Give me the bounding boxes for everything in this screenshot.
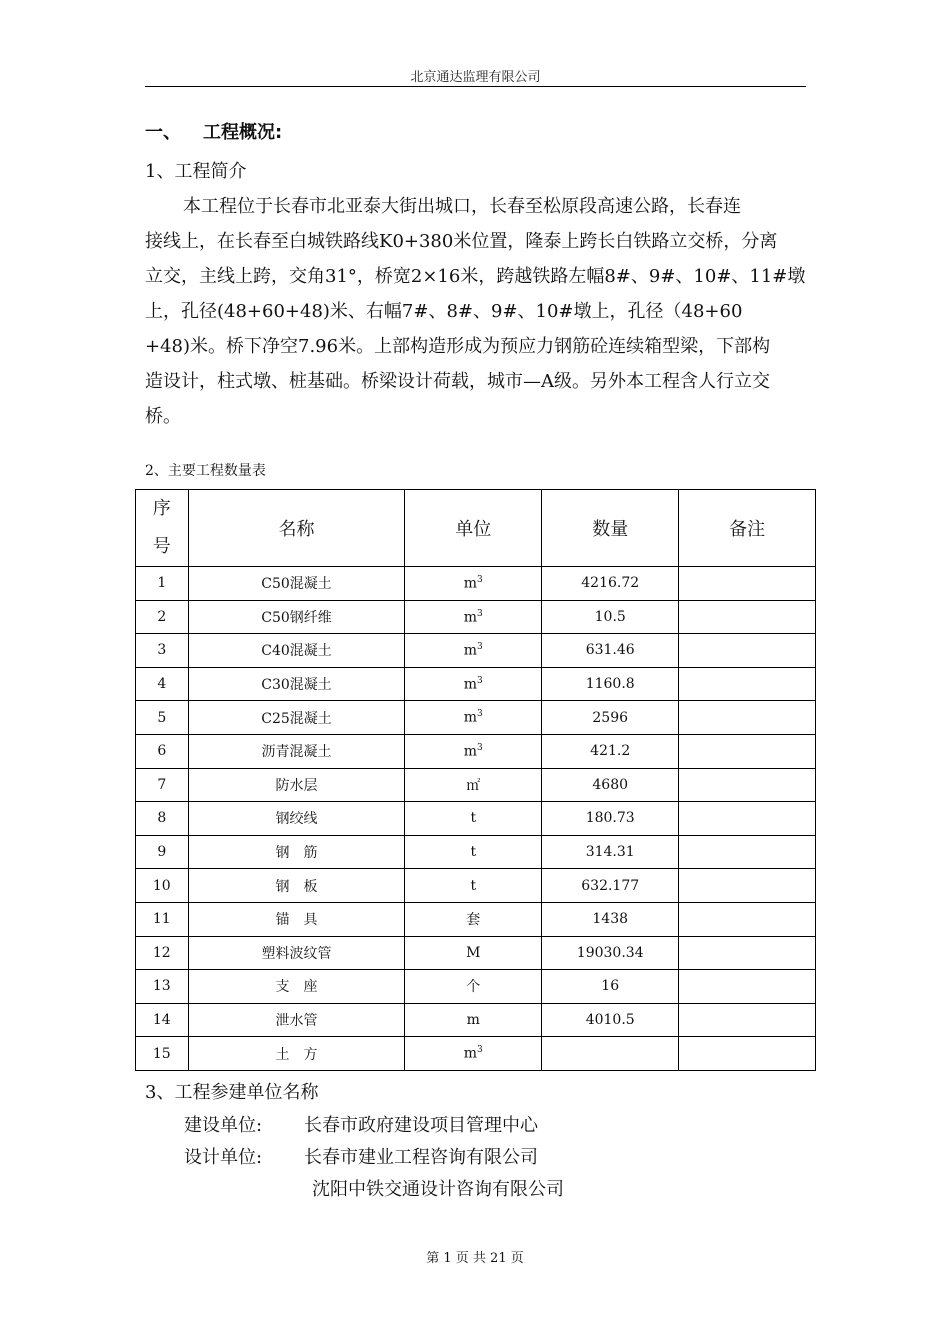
cell-qty: 314.31 [542, 835, 679, 869]
cell-qty: 632.177 [542, 869, 679, 903]
intro-line: 立交，主线上跨，交角31°，桥宽2×16米，跨越铁路左幅8#、9#、10#、11#墩 [145, 266, 806, 287]
cell-seq: 2 [136, 600, 189, 634]
unit-text: m [463, 743, 478, 760]
intro-line: 造设计，柱式墩、桩基础。桥梁设计荷载，城市—A级。另外本工程含人行立交 [145, 371, 770, 392]
cell-unit [405, 634, 542, 668]
cell-note [679, 802, 816, 836]
intro-line: +48)米。桥下净空7.96米。上部构造形成为预应力钢筋砼连续箱型梁，下部构 [145, 336, 771, 357]
unit-superscript: 3 [477, 642, 483, 653]
cell-note [679, 936, 816, 970]
intro-paragraph [145, 189, 809, 434]
intro-title: 1、工程简介 [145, 161, 247, 182]
header-unit: 单位 [405, 490, 542, 567]
unit-superscript: 3 [477, 1045, 483, 1056]
cell-unit [405, 1037, 542, 1071]
unit-text: ㎡ [466, 777, 481, 794]
table-row [136, 902, 816, 936]
cell-seq: 12 [136, 936, 189, 970]
header-note: 备注 [679, 490, 816, 567]
quantity-table [135, 489, 816, 1071]
cell-name: C50混凝土 [188, 567, 405, 601]
designer-label: 设计单位: [184, 1147, 263, 1168]
cell-qty: 16 [542, 970, 679, 1004]
cell-qty: 631.46 [542, 634, 679, 668]
header-seq-bottom: 号 [152, 536, 171, 557]
cell-unit [405, 902, 542, 936]
unit-text: t [470, 810, 477, 827]
cell-unit [405, 701, 542, 735]
cell-seq: 8 [136, 802, 189, 836]
cell-seq: 7 [136, 768, 189, 802]
cell-seq: 4 [136, 667, 189, 701]
unit-text: t [470, 844, 477, 861]
cell-note [679, 600, 816, 634]
header-seq-top: 序 [152, 498, 171, 519]
cell-note [679, 634, 816, 668]
cell-name: 锚 具 [188, 902, 405, 936]
cell-name: 泄水管 [188, 1003, 405, 1037]
cell-qty: 2596 [542, 701, 679, 735]
designer-row-2 [312, 1175, 564, 1201]
page-header: 北京通达监理有限公司 [410, 70, 541, 85]
cell-note [679, 869, 816, 903]
table-row [136, 734, 816, 768]
header-rule [145, 86, 806, 87]
cell-unit [405, 936, 542, 970]
table-row [136, 768, 816, 802]
cell-qty: 180.73 [542, 802, 679, 836]
cell-qty: 4216.72 [542, 567, 679, 601]
designer-row [184, 1143, 538, 1169]
cell-note [679, 970, 816, 1004]
designer-value: 长春市建业工程咨询有限公司 [304, 1147, 538, 1168]
cell-name: 防水层 [188, 768, 405, 802]
cell-unit [405, 970, 542, 1004]
cell-name: 塑料波纹管 [188, 936, 405, 970]
cell-qty: 19030.34 [542, 936, 679, 970]
cell-note [679, 768, 816, 802]
cell-seq: 6 [136, 734, 189, 768]
unit-superscript: 3 [477, 742, 483, 753]
unit-text: t [470, 877, 477, 894]
header-seq [136, 490, 189, 567]
cell-name: 钢 筋 [188, 835, 405, 869]
cell-seq: 11 [136, 902, 189, 936]
cell-qty: 4680 [542, 768, 679, 802]
cell-seq: 5 [136, 701, 189, 735]
cell-unit [405, 734, 542, 768]
intro-line: 上，孔径(48+60+48)米、右幅7#、8#、9#、10#墩上，孔径（48+60 [145, 301, 743, 322]
cell-unit [405, 768, 542, 802]
cell-note [679, 667, 816, 701]
cell-seq: 14 [136, 1003, 189, 1037]
table-row [136, 634, 816, 668]
table-row [136, 835, 816, 869]
unit-text: m [463, 710, 478, 726]
cell-qty: 421.2 [542, 734, 679, 768]
cell-seq: 13 [136, 970, 189, 1004]
cell-seq: 1 [136, 567, 189, 601]
cell-name: 沥青混凝土 [188, 734, 405, 768]
section-heading: 工程概况: [203, 122, 283, 143]
table-row [136, 869, 816, 903]
table-title: 2、主要工程数量表 [145, 463, 266, 479]
cell-seq: 10 [136, 869, 189, 903]
cell-name: C40混凝土 [188, 634, 405, 668]
cell-seq: 9 [136, 835, 189, 869]
unit-superscript: 3 [477, 675, 483, 686]
cell-note [679, 567, 816, 601]
header-name: 名称 [188, 490, 405, 567]
cell-name: C25混凝土 [188, 701, 405, 735]
unit-text: m [463, 1045, 478, 1062]
table-row [136, 701, 816, 735]
cell-unit [405, 869, 542, 903]
table-row [136, 600, 816, 634]
cell-note [679, 701, 816, 735]
cell-name: 支 座 [188, 970, 405, 1004]
unit-text: 套 [466, 912, 481, 929]
intro-line: 桥。 [145, 406, 181, 427]
owner-value: 长春市政府建设项目管理中心 [304, 1115, 538, 1136]
unit-text: 个 [466, 979, 481, 996]
cell-note [679, 1003, 816, 1037]
cell-qty: 1160.8 [542, 667, 679, 701]
cell-seq: 3 [136, 634, 189, 668]
cell-unit [405, 802, 542, 836]
cell-qty: 1438 [542, 902, 679, 936]
participants-title: 3、工程参建单位名称 [145, 1082, 319, 1103]
table-row [136, 1003, 816, 1037]
cell-note [679, 902, 816, 936]
cell-unit [405, 667, 542, 701]
table-row [136, 970, 816, 1004]
cell-note [679, 1037, 816, 1071]
section-number: 一、 [145, 122, 181, 143]
page-footer: 第 1 页 共 21 页 [426, 1251, 524, 1266]
cell-name: 钢绞线 [188, 802, 405, 836]
intro-line: 本工程位于长春市北亚泰大街出城口，长春至松原段高速公路，长春连 [183, 196, 741, 217]
intro-line: 接线上，在长春至白城铁路线K0+380米位置，隆泰上跨长白铁路立交桥，分离 [145, 231, 778, 252]
cell-name: C30混凝土 [188, 667, 405, 701]
cell-note [679, 734, 816, 768]
owner-row [184, 1111, 538, 1137]
unit-text: M [466, 944, 481, 961]
cell-unit [405, 600, 542, 634]
owner-label: 建设单位: [184, 1115, 263, 1136]
cell-unit [405, 1003, 542, 1037]
cell-name: 钢 板 [188, 869, 405, 903]
cell-name: 土 方 [188, 1037, 405, 1071]
header-qty: 数量 [542, 490, 679, 567]
cell-unit [405, 567, 542, 601]
unit-superscript: 3 [477, 608, 483, 619]
cell-name: C50钢纤维 [188, 600, 405, 634]
unit-superscript: 3 [477, 709, 483, 720]
table-row [136, 1037, 816, 1071]
table-body [136, 567, 816, 1071]
cell-seq: 15 [136, 1037, 189, 1071]
unit-text: m [463, 575, 478, 592]
cell-qty: 4010.5 [542, 1003, 679, 1037]
cell-qty: 10.5 [542, 600, 679, 634]
table-header-row [136, 490, 816, 567]
cell-unit [405, 835, 542, 869]
designer-value-2: 沈阳中铁交通设计咨询有限公司 [312, 1179, 564, 1200]
unit-text: m [463, 642, 478, 659]
unit-text: m [463, 609, 478, 626]
section-title [145, 118, 282, 144]
table-row [136, 936, 816, 970]
cell-note [679, 835, 816, 869]
unit-text: m [466, 1012, 480, 1029]
unit-text: m [463, 676, 478, 693]
table-row [136, 802, 816, 836]
table-row [136, 567, 816, 601]
unit-superscript: 3 [477, 574, 483, 585]
table-row [136, 667, 816, 701]
cell-qty [542, 1037, 679, 1071]
